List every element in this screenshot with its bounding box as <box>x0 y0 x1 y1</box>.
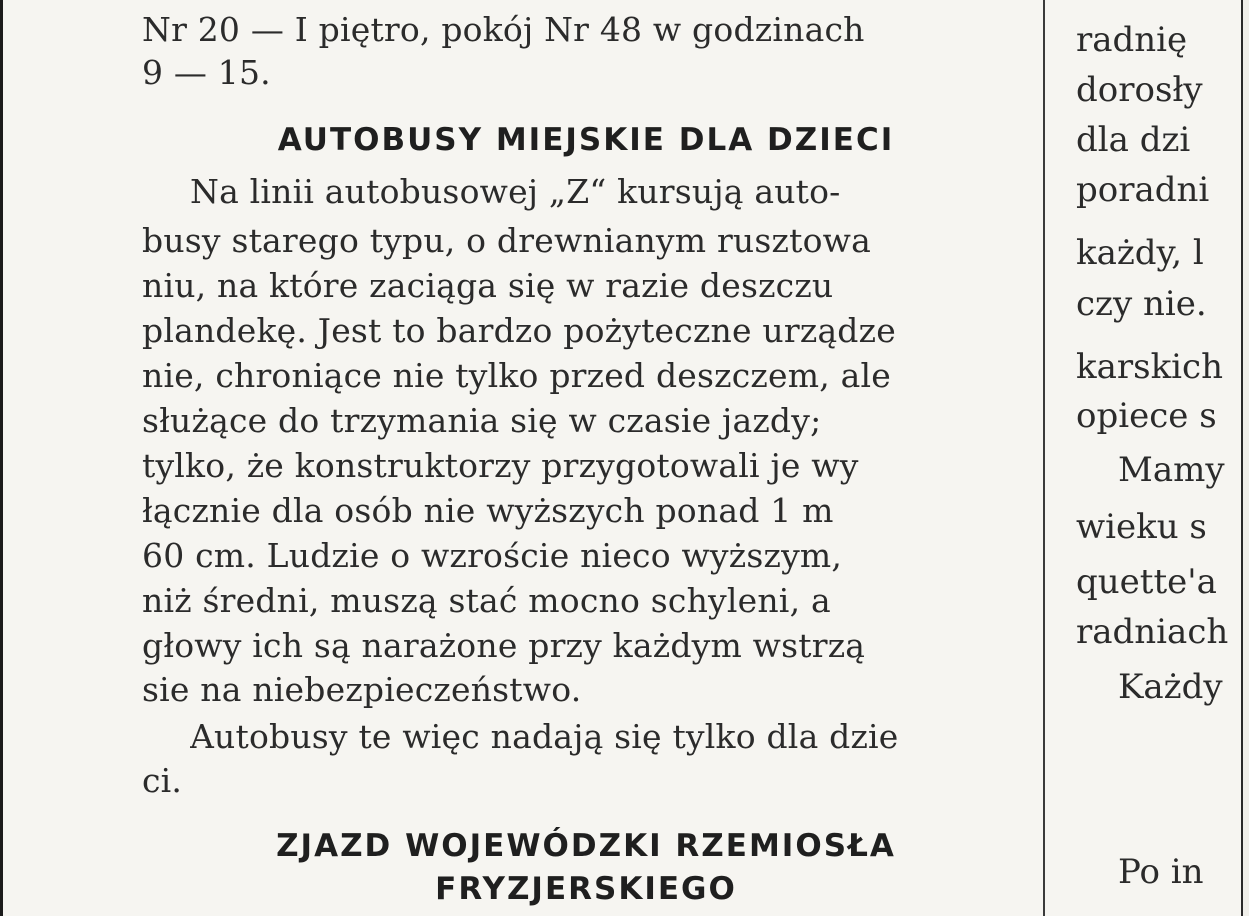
right-column-line: karskich <box>1076 347 1223 387</box>
right-column-line: czy nie. <box>1076 284 1207 324</box>
right-column-line: każdy, l <box>1076 233 1204 273</box>
column-divider <box>1043 0 1045 916</box>
right-column-line: wieku s <box>1076 507 1207 547</box>
right-column-line: radniach <box>1076 612 1229 652</box>
page-left-edge <box>0 0 3 916</box>
article-line: łącznie dla osób nie wyższych ponad 1 m <box>142 491 834 530</box>
right-column-line: Po in <box>1118 852 1204 892</box>
article-line: Autobusy te więc nadają się tylko dla dzie <box>190 717 899 756</box>
right-column-line: Mamy <box>1118 450 1225 490</box>
right-column-line: opiece s <box>1076 396 1217 436</box>
article-heading: FRYZJERSKIEGO <box>435 871 737 907</box>
article-line: nie, chroniące nie tylko przed deszczem, ale <box>142 356 891 395</box>
article-line: 60 cm. Ludzie o wzroście nieco wyższym, <box>142 536 843 575</box>
article-line: ci. <box>142 761 183 800</box>
right-column-line: dorosły <box>1076 70 1203 110</box>
article-heading: AUTOBUSY MIEJSKIE DLA DZIECI <box>277 122 895 158</box>
right-column-line: Każdy <box>1118 667 1223 707</box>
right-column-line: dla dzi <box>1076 120 1191 160</box>
article-line: niż średni, muszą stać mocno schyleni, a <box>142 581 831 620</box>
article-line: tylko, że konstruktorzy przygotowali je wy <box>142 446 859 485</box>
intro-line: 9 — 15. <box>142 53 271 92</box>
article-line-text: Na linii autobusowej „Z“ kursują auto- <box>190 172 841 211</box>
article-line: busy starego typu, o drewnianym rusztowa <box>142 221 871 260</box>
article-line: głowy ich są narażone przy każdym wstrzą <box>142 626 866 665</box>
right-column-line: radnię <box>1076 20 1188 60</box>
right-column-line: quette'a <box>1076 562 1217 602</box>
article-line: sie na niebezpieczeństwo. <box>142 670 582 709</box>
page-right-edge <box>1241 0 1249 916</box>
article-line: plandekę. Jest to bardzo pożyteczne urządze <box>142 311 896 350</box>
article-line <box>190 170 1030 214</box>
article-line: niu, na które zaciąga się w razie deszczu <box>142 266 834 305</box>
intro-line: Nr 20 — I piętro, pokój Nr 48 w godzinach <box>142 10 865 49</box>
article-heading: ZJAZD WOJEWÓDZKI RZEMIOSŁA <box>276 828 896 864</box>
right-column-line: poradni <box>1076 170 1210 210</box>
article-line: służące do trzymania się w czasie jazdy; <box>142 401 822 440</box>
